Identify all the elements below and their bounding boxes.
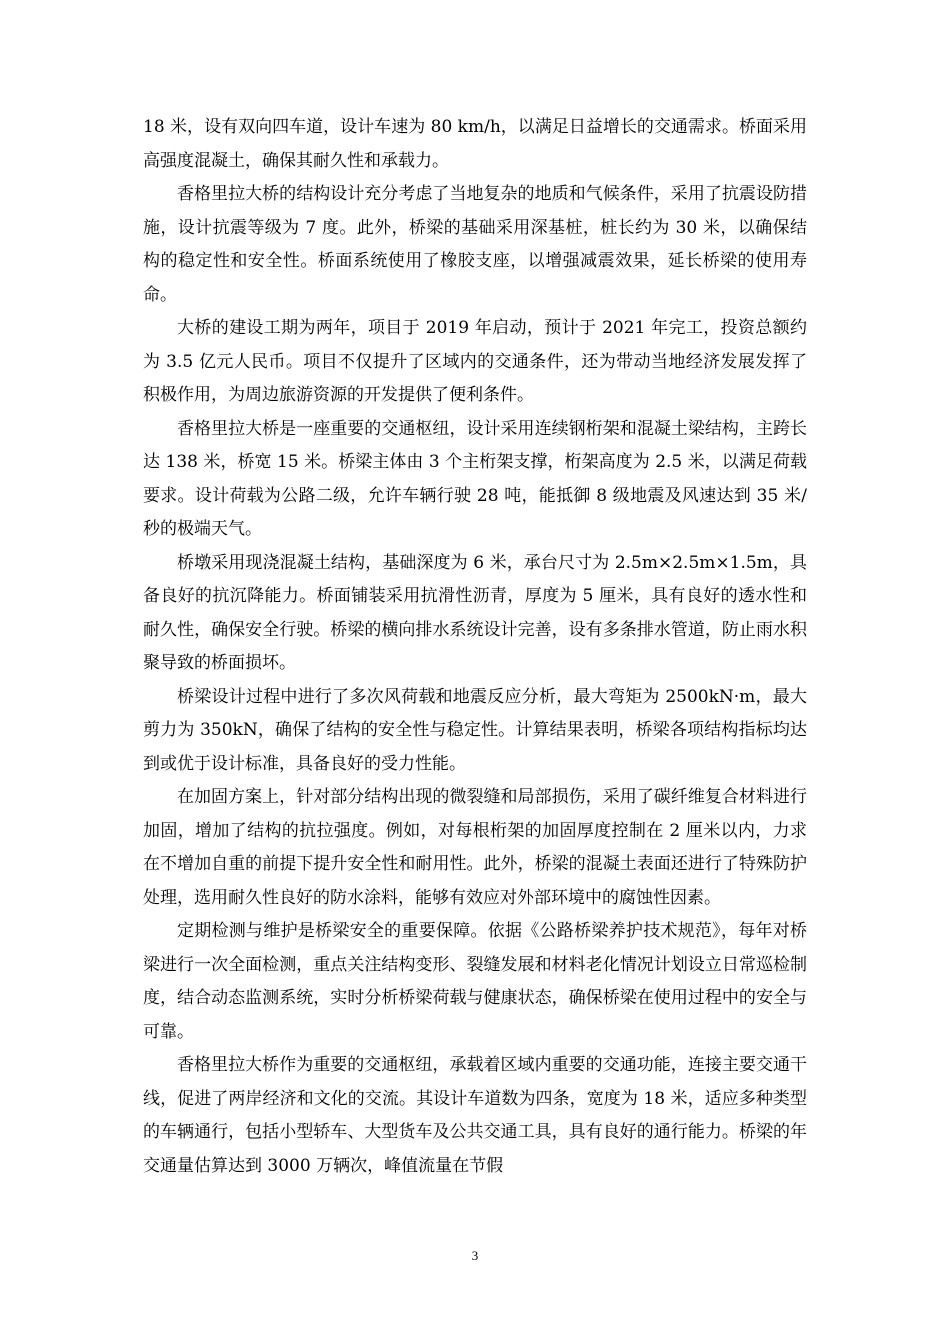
- paragraph: 在加固方案上，针对部分结构出现的微裂缝和局部损伤，采用了碳纤维复合材料进行加固，增加了结构的抗拉强度。例如，对每根桁架的加固厚度控制在 2 厘米以内，力求在不增加自重的前提下提升安全性和耐用性。此外，桥梁的混凝土表面还进行了特殊防护处理，选用耐久性良好的防水涂料，能够有效应对外部环境中的腐蚀性因素。: [143, 787, 807, 908]
- paragraph: 香格里拉大桥是一座重要的交通枢纽，设计采用连续钢桁架和混凝土梁结构，主跨长达 138 米，桥宽 15 米。桥梁主体由 3 个主桁架支撑，桁架高度为 2.5 米，以满足荷载要求。设计荷载为公路二级，允许车辆行驶 28 吨，能抵御 8 级地震及风速达到 35 米/秒的极端天气。: [143, 418, 807, 539]
- paragraph: 18 米，设有双向四车道，设计车速为 80 km/h，以满足日益增长的交通需求。桥面采用高强度混凝土，确保其耐久性和承载力。: [143, 117, 807, 171]
- paragraph: 定期检测与维护是桥梁安全的重要保障。依据《公路桥梁养护技术规范》，每年对桥梁进行一次全面检测，重点关注结构变形、裂缝发展和材料老化情况计划设立日常巡检制度，结合动态监测系统，实时分析桥梁荷载与健康状态，确保桥梁在使用过程中的安全与可靠。: [143, 921, 807, 1042]
- paragraph: 桥墩采用现浇混凝土结构，基础深度为 6 米，承台尺寸为 2.5m×2.5m×1.5m，具备良好的抗沉降能力。桥面铺装采用抗滑性沥青，厚度为 5 厘米，具有良好的透水性和耐久性，确保安全行驶。桥梁的横向排水系统设计完善，设有多条排水管道，防止雨水积聚导致的桥面损坏。: [143, 552, 807, 673]
- paragraph: 香格里拉大桥的结构设计充分考虑了当地复杂的地质和气候条件，采用了抗震设防措施，设计抗震等级为 7 度。此外，桥梁的基础采用深基桩，桩长约为 30 米，以确保结构的稳定性和安全性。桥面系统使用了橡胶支座，以增强减震效果，延长桥梁的使用寿命。: [143, 184, 807, 305]
- page-number: 3: [471, 1248, 479, 1263]
- paragraph: 桥梁设计过程中进行了多次风荷载和地震反应分析，最大弯矩为 2500kN·m，最大剪力为 350kN，确保了结构的安全性与稳定性。计算结果表明，桥梁各项结构指标均达到或优于设计标准，具备良好的受力性能。: [143, 686, 807, 774]
- body-text: [143, 111, 807, 1183]
- paragraph: 大桥的建设工期为两年，项目于 2019 年启动，预计于 2021 年完工，投资总额约为 3.5 亿元人民币。项目不仅提升了区域内的交通条件，还为带动当地经济发展发挥了积极作用，为周边旅游资源的开发提供了便利条件。: [143, 318, 807, 405]
- paragraph: 香格里拉大桥作为重要的交通枢纽，承载着区域内重要的交通功能，连接主要交通干线，促进了两岸经济和文化的交流。其设计车道数为四条，宽度为 18 米，适应多种类型的车辆通行，包括小型轿车、大型货车及公共交通工具，具有良好的通行能力。桥梁的年交通量估算达到 3000 万辆次，峰值流量在节假: [143, 1055, 807, 1176]
